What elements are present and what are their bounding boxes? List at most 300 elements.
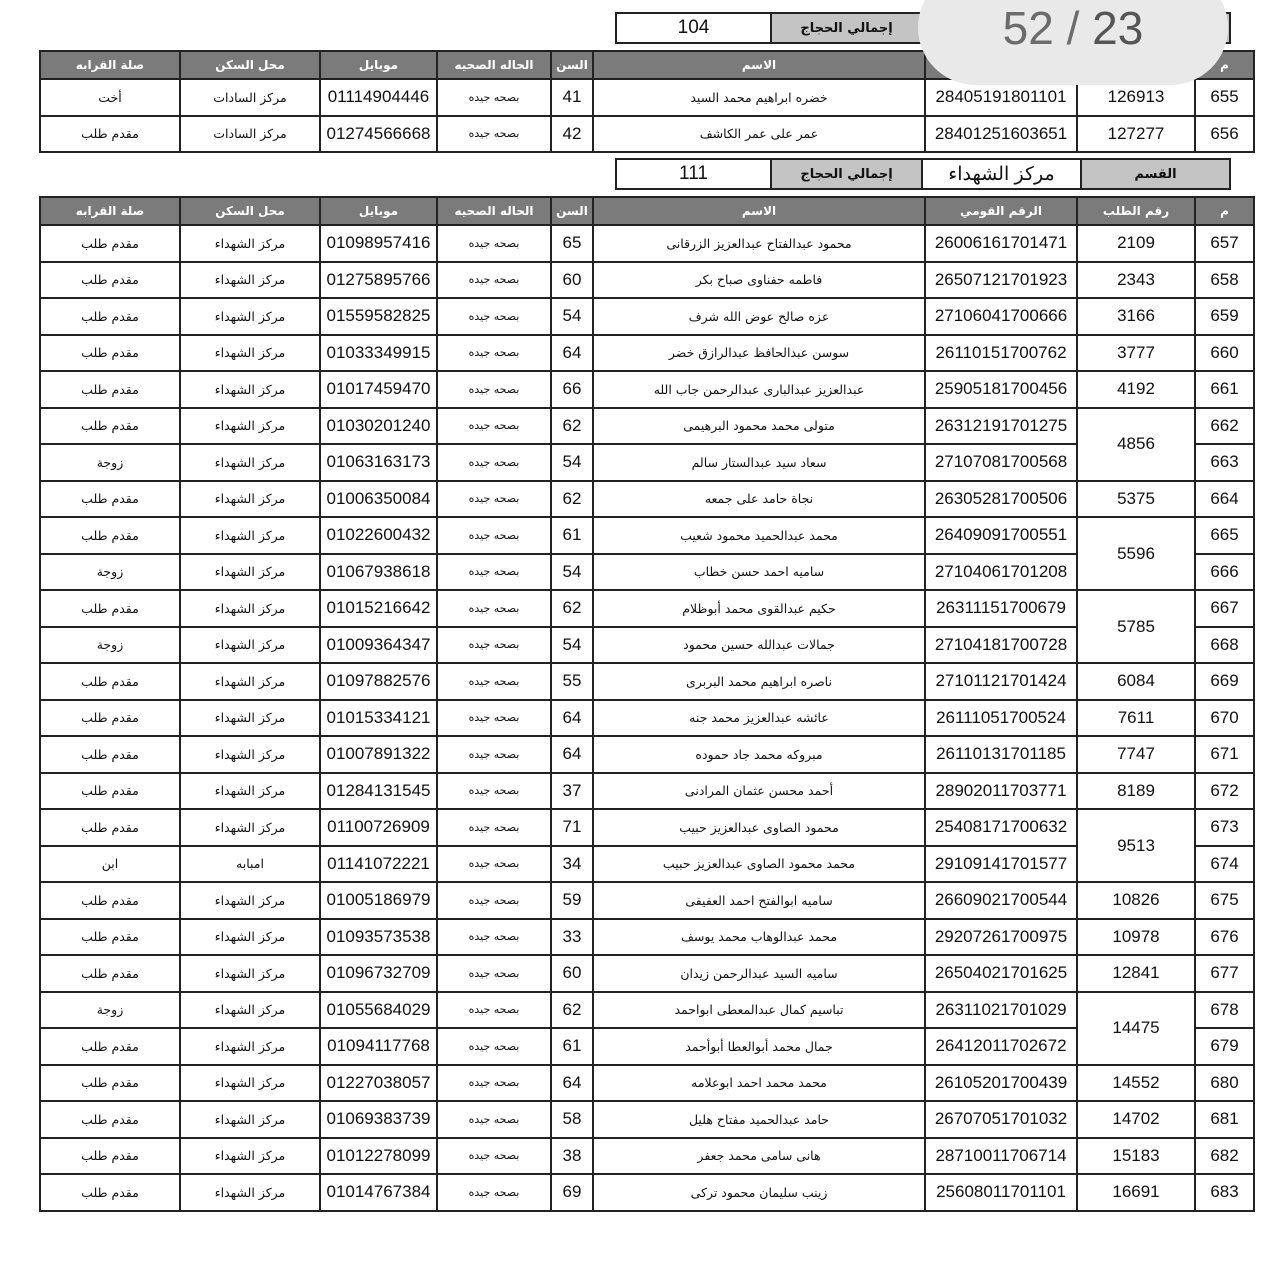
health-status-cell: بصحه جيده xyxy=(437,882,551,919)
residence-cell: مركز الشهداء xyxy=(180,590,320,627)
national-id-cell: 26707051701032 xyxy=(925,1101,1077,1138)
request-number-cell: 4856 xyxy=(1077,408,1195,481)
col-national-id-header: الرقم القومي xyxy=(925,197,1077,225)
age-cell: 54 xyxy=(551,444,593,481)
request-number-cell: 14475 xyxy=(1077,992,1195,1065)
request-number-cell: 3777 xyxy=(1077,335,1195,372)
row-index-cell: 658 xyxy=(1195,262,1254,299)
health-status-cell: بصحه جيده xyxy=(437,79,551,116)
residence-cell: مركز الشهداء xyxy=(180,1174,320,1211)
name-cell: ساميه ابوالفتح احمد العفيفى xyxy=(593,882,925,919)
request-number-cell: 4192 xyxy=(1077,371,1195,408)
name-cell: سعاد سيد عبدالستار سالم xyxy=(593,444,925,481)
residence-cell: مركز الشهداء xyxy=(180,919,320,956)
national-id-cell: 26412011702672 xyxy=(925,1028,1077,1065)
age-cell: 62 xyxy=(551,408,593,445)
row-index-cell: 678 xyxy=(1195,992,1254,1029)
age-cell: 37 xyxy=(551,773,593,810)
mobile-cell: 01227038057 xyxy=(320,1065,437,1102)
section1-body xyxy=(40,79,1254,152)
age-cell: 64 xyxy=(551,1065,593,1102)
mobile-cell: 01022600432 xyxy=(320,517,437,554)
col-mobile-header: موبايل xyxy=(320,51,437,79)
mobile-cell: 01005186979 xyxy=(320,882,437,919)
health-status-cell: بصحه جيده xyxy=(437,481,551,518)
section2-dept-value: مركز الشهداء xyxy=(921,160,1080,188)
section2-header-row xyxy=(40,197,1254,225)
name-cell: حكيم عبدالقوى محمد أبوظلام xyxy=(593,590,925,627)
section1-total-value: 104 xyxy=(617,14,770,42)
row-index-cell: 663 xyxy=(1195,444,1254,481)
age-cell: 54 xyxy=(551,554,593,591)
name-cell: عزه صالح عوض الله شرف xyxy=(593,298,925,335)
mobile-cell: 01559582825 xyxy=(320,298,437,335)
table-row xyxy=(40,663,1254,700)
name-cell: نجاة حامد على جمعه xyxy=(593,481,925,518)
residence-cell: امبابه xyxy=(180,846,320,883)
name-cell: محمد محمد احمد ابوعلامه xyxy=(593,1065,925,1102)
relation-cell: زوجة xyxy=(40,627,180,664)
national-id-cell: 26311021701029 xyxy=(925,992,1077,1029)
table-row xyxy=(40,1138,1254,1175)
national-id-cell: 26504021701625 xyxy=(925,955,1077,992)
row-index-cell: 677 xyxy=(1195,955,1254,992)
name-cell: زينب سليمان محمود تركى xyxy=(593,1174,925,1211)
table-row xyxy=(40,517,1254,554)
residence-cell: مركز الشهداء xyxy=(180,955,320,992)
national-id-cell: 28710011706714 xyxy=(925,1138,1077,1175)
age-cell: 64 xyxy=(551,700,593,737)
relation-cell: مقدم طلب xyxy=(40,408,180,445)
section2-total-value: 111 xyxy=(617,160,770,188)
table-row xyxy=(40,1101,1254,1138)
national-id-cell: 25608011701101 xyxy=(925,1174,1077,1211)
mobile-cell: 01114904446 xyxy=(320,79,437,116)
col-residence-header: محل السكن xyxy=(180,197,320,225)
age-cell: 65 xyxy=(551,225,593,262)
national-id-cell: 25408171700632 xyxy=(925,809,1077,846)
age-cell: 62 xyxy=(551,590,593,627)
residence-cell: مركز الشهداء xyxy=(180,809,320,846)
residence-cell: مركز الشهداء xyxy=(180,1101,320,1138)
national-id-cell: 26409091700551 xyxy=(925,517,1077,554)
table-row xyxy=(40,919,1254,956)
table-row xyxy=(40,773,1254,810)
residence-cell: مركز الشهداء xyxy=(180,1065,320,1102)
mobile-cell: 01017459470 xyxy=(320,371,437,408)
name-cell: جمالات عبدالله حسين محمود xyxy=(593,627,925,664)
mobile-cell: 01055684029 xyxy=(320,992,437,1029)
relation-cell: مقدم طلب xyxy=(40,700,180,737)
health-status-cell: بصحه جيده xyxy=(437,408,551,445)
relation-cell: مقدم طلب xyxy=(40,590,180,627)
relation-cell: مقدم طلب xyxy=(40,1138,180,1175)
row-index-cell: 662 xyxy=(1195,408,1254,445)
request-number-cell: 16691 xyxy=(1077,1174,1195,1211)
page-indicator xyxy=(918,0,1228,85)
section2-table xyxy=(39,196,1255,1212)
age-cell: 71 xyxy=(551,809,593,846)
request-number-cell: 127277 xyxy=(1077,116,1195,153)
age-cell: 69 xyxy=(551,1174,593,1211)
name-cell: حامد عبدالحميد مفتاح هليل xyxy=(593,1101,925,1138)
residence-cell: مركز الشهداء xyxy=(180,1138,320,1175)
request-number-cell: 10826 xyxy=(1077,882,1195,919)
relation-cell: مقدم طلب xyxy=(40,773,180,810)
col-residence-header: محل السكن xyxy=(180,51,320,79)
age-cell: 59 xyxy=(551,882,593,919)
col-index-header: م xyxy=(1195,197,1254,225)
mobile-cell: 01093573538 xyxy=(320,919,437,956)
health-status-cell: بصحه جيده xyxy=(437,1101,551,1138)
residence-cell: مركز الشهداء xyxy=(180,371,320,408)
name-cell: ناصره ابراهيم محمد البربرى xyxy=(593,663,925,700)
request-number-cell: 7611 xyxy=(1077,700,1195,737)
mobile-cell: 01012278099 xyxy=(320,1138,437,1175)
mobile-cell: 01274566668 xyxy=(320,116,437,153)
national-id-cell: 26006161701471 xyxy=(925,225,1077,262)
row-index-cell: 673 xyxy=(1195,809,1254,846)
row-index-cell: 679 xyxy=(1195,1028,1254,1065)
national-id-cell: 26110151700762 xyxy=(925,335,1077,372)
health-status-cell: بصحه جيده xyxy=(437,1138,551,1175)
mobile-cell: 01067938618 xyxy=(320,554,437,591)
relation-cell: مقدم طلب xyxy=(40,955,180,992)
residence-cell: مركز الشهداء xyxy=(180,663,320,700)
page-current: 23 xyxy=(1092,1,1144,54)
relation-cell: مقدم طلب xyxy=(40,1174,180,1211)
national-id-cell: 29109141701577 xyxy=(925,846,1077,883)
mobile-cell: 01015334121 xyxy=(320,700,437,737)
national-id-cell: 27106041700666 xyxy=(925,298,1077,335)
relation-cell: مقدم طلب xyxy=(40,517,180,554)
mobile-cell: 01094117768 xyxy=(320,1028,437,1065)
request-number-cell: 3166 xyxy=(1077,298,1195,335)
name-cell: عمر على عمر الكاشف xyxy=(593,116,925,153)
page-total: 52 xyxy=(1002,1,1054,54)
table-row xyxy=(40,408,1254,445)
name-cell: محمد محمود الصاوى عبدالعزيز حبيب xyxy=(593,846,925,883)
name-cell: مبروكه محمد جاد حموده xyxy=(593,736,925,773)
name-cell: محمود عبدالفتاح عبدالعزيز الزرقانى xyxy=(593,225,925,262)
table-row xyxy=(40,736,1254,773)
age-cell: 61 xyxy=(551,1028,593,1065)
mobile-cell: 01007891322 xyxy=(320,736,437,773)
col-mobile-header: موبايل xyxy=(320,197,437,225)
age-cell: 60 xyxy=(551,262,593,299)
residence-cell: مركز الشهداء xyxy=(180,554,320,591)
residence-cell: مركز السادات xyxy=(180,116,320,153)
age-cell: 62 xyxy=(551,481,593,518)
health-status-cell: بصحه جيده xyxy=(437,444,551,481)
mobile-cell: 01100726909 xyxy=(320,809,437,846)
table-row xyxy=(40,298,1254,335)
national-id-cell: 27101121701424 xyxy=(925,663,1077,700)
row-index-cell: 675 xyxy=(1195,882,1254,919)
relation-cell: ابن xyxy=(40,846,180,883)
row-index-cell: 671 xyxy=(1195,736,1254,773)
mobile-cell: 01015216642 xyxy=(320,590,437,627)
section2-total-label: إجمالي الحجاج xyxy=(770,160,921,188)
national-id-cell: 26105201700439 xyxy=(925,1065,1077,1102)
health-status-cell: بصحه جيده xyxy=(437,298,551,335)
row-index-cell: 680 xyxy=(1195,1065,1254,1102)
request-number-cell: 8189 xyxy=(1077,773,1195,810)
health-status-cell: بصحه جيده xyxy=(437,1028,551,1065)
row-index-cell: 655 xyxy=(1195,79,1254,116)
health-status-cell: بصحه جيده xyxy=(437,371,551,408)
mobile-cell: 01033349915 xyxy=(320,335,437,372)
row-index-cell: 672 xyxy=(1195,773,1254,810)
table-row xyxy=(40,116,1254,153)
request-number-cell: 14552 xyxy=(1077,1065,1195,1102)
residence-cell: مركز الشهداء xyxy=(180,298,320,335)
name-cell: عبدالعزيز عبدالبارى عبدالرحمن جاب الله xyxy=(593,371,925,408)
request-number-cell: 9513 xyxy=(1077,809,1195,882)
table-row xyxy=(40,371,1254,408)
health-status-cell: بصحه جيده xyxy=(437,335,551,372)
relation-cell: مقدم طلب xyxy=(40,1065,180,1102)
mobile-cell: 01006350084 xyxy=(320,481,437,518)
name-cell: سوسن عبدالحافظ عبدالرازق خضر xyxy=(593,335,925,372)
relation-cell: مقدم طلب xyxy=(40,481,180,518)
request-number-cell: 15183 xyxy=(1077,1138,1195,1175)
table-row xyxy=(40,846,1254,883)
residence-cell: مركز الشهداء xyxy=(180,992,320,1029)
residence-cell: مركز الشهداء xyxy=(180,335,320,372)
name-cell: محمد عبدالحميد محمود شعيب xyxy=(593,517,925,554)
health-status-cell: بصحه جيده xyxy=(437,955,551,992)
residence-cell: مركز السادات xyxy=(180,79,320,116)
table-row xyxy=(40,882,1254,919)
national-id-cell: 29207261700975 xyxy=(925,919,1077,956)
name-cell: فاطمه حفناوى صباح بكر xyxy=(593,262,925,299)
relation-cell: مقدم طلب xyxy=(40,663,180,700)
relation-cell: مقدم طلب xyxy=(40,1028,180,1065)
name-cell: أحمد محسن عثمان المرادنى xyxy=(593,773,925,810)
health-status-cell: بصحه جيده xyxy=(437,663,551,700)
section2-dept-label: القسم xyxy=(1080,160,1229,188)
national-id-cell: 26110131701185 xyxy=(925,736,1077,773)
relation-cell: مقدم طلب xyxy=(40,116,180,153)
request-number-cell: 6084 xyxy=(1077,663,1195,700)
national-id-cell: 27104061701208 xyxy=(925,554,1077,591)
health-status-cell: بصحه جيده xyxy=(437,700,551,737)
table-row xyxy=(40,955,1254,992)
age-cell: 64 xyxy=(551,335,593,372)
relation-cell: مقدم طلب xyxy=(40,736,180,773)
mobile-cell: 01141072221 xyxy=(320,846,437,883)
age-cell: 54 xyxy=(551,298,593,335)
mobile-cell: 01096732709 xyxy=(320,955,437,992)
mobile-cell: 01030201240 xyxy=(320,408,437,445)
residence-cell: مركز الشهداء xyxy=(180,736,320,773)
name-cell: عائشه عبدالعزيز محمد جنه xyxy=(593,700,925,737)
row-index-cell: 667 xyxy=(1195,590,1254,627)
section2-body xyxy=(40,225,1254,1211)
row-index-cell: 676 xyxy=(1195,919,1254,956)
request-number-cell: 5785 xyxy=(1077,590,1195,663)
national-id-cell: 27107081700568 xyxy=(925,444,1077,481)
national-id-cell: 25905181700456 xyxy=(925,371,1077,408)
request-number-cell: 7747 xyxy=(1077,736,1195,773)
col-relation-header: صلة القرابه xyxy=(40,51,180,79)
national-id-cell: 26312191701275 xyxy=(925,408,1077,445)
health-status-cell: بصحه جيده xyxy=(437,225,551,262)
row-index-cell: 668 xyxy=(1195,627,1254,664)
relation-cell: زوجة xyxy=(40,444,180,481)
mobile-cell: 01014767384 xyxy=(320,1174,437,1211)
table-row xyxy=(40,554,1254,591)
row-index-cell: 682 xyxy=(1195,1138,1254,1175)
mobile-cell: 01009364347 xyxy=(320,627,437,664)
health-status-cell: بصحه جيده xyxy=(437,919,551,956)
col-index-header: م xyxy=(1195,51,1254,79)
national-id-cell: 26507121701923 xyxy=(925,262,1077,299)
national-id-cell: 28902011703771 xyxy=(925,773,1077,810)
row-index-cell: 681 xyxy=(1195,1101,1254,1138)
mobile-cell: 01097882576 xyxy=(320,663,437,700)
row-index-cell: 661 xyxy=(1195,371,1254,408)
name-cell: هانى سامى محمد جعفر xyxy=(593,1138,925,1175)
relation-cell: مقدم طلب xyxy=(40,1101,180,1138)
age-cell: 66 xyxy=(551,371,593,408)
name-cell: محمد عبدالوهاب محمد يوسف xyxy=(593,919,925,956)
table-row xyxy=(40,444,1254,481)
national-id-cell: 26609021700544 xyxy=(925,882,1077,919)
col-health-header: الحاله الصحيه xyxy=(437,197,551,225)
mobile-cell: 01284131545 xyxy=(320,773,437,810)
table-row xyxy=(40,1065,1254,1102)
age-cell: 38 xyxy=(551,1138,593,1175)
row-index-cell: 666 xyxy=(1195,554,1254,591)
relation-cell: مقدم طلب xyxy=(40,298,180,335)
request-number-cell: 14702 xyxy=(1077,1101,1195,1138)
section1-total-label: إجمالي الحجاج xyxy=(770,14,921,42)
relation-cell: زوجة xyxy=(40,554,180,591)
national-id-cell: 28405191801101 xyxy=(925,79,1077,116)
residence-cell: مركز الشهداء xyxy=(180,627,320,664)
age-cell: 64 xyxy=(551,736,593,773)
request-number-cell: 2343 xyxy=(1077,262,1195,299)
row-index-cell: 656 xyxy=(1195,116,1254,153)
col-age-header: السن xyxy=(551,197,593,225)
name-cell: ساميه احمد حسن خطاب xyxy=(593,554,925,591)
page-separator: / xyxy=(1053,1,1093,54)
age-cell: 55 xyxy=(551,663,593,700)
relation-cell: مقدم طلب xyxy=(40,919,180,956)
name-cell: جمال محمد أبوالعطا أبوأحمد xyxy=(593,1028,925,1065)
mobile-cell: 01063163173 xyxy=(320,444,437,481)
table-row xyxy=(40,1028,1254,1065)
age-cell: 61 xyxy=(551,517,593,554)
relation-cell: مقدم طلب xyxy=(40,371,180,408)
table-row xyxy=(40,590,1254,627)
row-index-cell: 674 xyxy=(1195,846,1254,883)
relation-cell: أخت xyxy=(40,79,180,116)
row-index-cell: 670 xyxy=(1195,700,1254,737)
health-status-cell: بصحه جيده xyxy=(437,590,551,627)
relation-cell: مقدم طلب xyxy=(40,335,180,372)
row-index-cell: 669 xyxy=(1195,663,1254,700)
request-number-cell: 126913 xyxy=(1077,79,1195,116)
residence-cell: مركز الشهداء xyxy=(180,773,320,810)
age-cell: 62 xyxy=(551,992,593,1029)
row-index-cell: 660 xyxy=(1195,335,1254,372)
col-request-header: رقم الطلب xyxy=(1077,197,1195,225)
residence-cell: مركز الشهداء xyxy=(180,225,320,262)
section2-summary xyxy=(615,158,1231,190)
national-id-cell: 26305281700506 xyxy=(925,481,1077,518)
health-status-cell: بصحه جيده xyxy=(437,992,551,1029)
relation-cell: مقدم طلب xyxy=(40,225,180,262)
residence-cell: مركز الشهداء xyxy=(180,408,320,445)
row-index-cell: 683 xyxy=(1195,1174,1254,1211)
table-row xyxy=(40,1174,1254,1211)
age-cell: 41 xyxy=(551,79,593,116)
name-cell: ساميه السيد عبدالرحمن زيدان xyxy=(593,955,925,992)
residence-cell: مركز الشهداء xyxy=(180,882,320,919)
mobile-cell: 01098957416 xyxy=(320,225,437,262)
table-row xyxy=(40,809,1254,846)
residence-cell: مركز الشهداء xyxy=(180,444,320,481)
health-status-cell: بصحه جيده xyxy=(437,1065,551,1102)
request-number-cell: 5596 xyxy=(1077,517,1195,590)
relation-cell: مقدم طلب xyxy=(40,882,180,919)
residence-cell: مركز الشهداء xyxy=(180,700,320,737)
table-row xyxy=(40,700,1254,737)
row-index-cell: 664 xyxy=(1195,481,1254,518)
row-index-cell: 657 xyxy=(1195,225,1254,262)
health-status-cell: بصحه جيده xyxy=(437,262,551,299)
residence-cell: مركز الشهداء xyxy=(180,517,320,554)
name-cell: خضره ابراهيم محمد السيد xyxy=(593,79,925,116)
table-row xyxy=(40,627,1254,664)
health-status-cell: بصحه جيده xyxy=(437,554,551,591)
name-cell: تباسيم كمال عبدالمعطى ابواحمد xyxy=(593,992,925,1029)
age-cell: 60 xyxy=(551,955,593,992)
health-status-cell: بصحه جيده xyxy=(437,116,551,153)
relation-cell: زوجة xyxy=(40,992,180,1029)
residence-cell: مركز الشهداء xyxy=(180,1028,320,1065)
mobile-cell: 01275895766 xyxy=(320,262,437,299)
name-cell: متولى محمد محمود البرهيمى xyxy=(593,408,925,445)
relation-cell: مقدم طلب xyxy=(40,262,180,299)
mobile-cell: 01069383739 xyxy=(320,1101,437,1138)
col-name-header: الاسم xyxy=(593,51,925,79)
col-age-header: السن xyxy=(551,51,593,79)
table-row xyxy=(40,481,1254,518)
col-relation-header: صلة القرابه xyxy=(40,197,180,225)
row-index-cell: 665 xyxy=(1195,517,1254,554)
age-cell: 33 xyxy=(551,919,593,956)
national-id-cell: 27104181700728 xyxy=(925,627,1077,664)
health-status-cell: بصحه جيده xyxy=(437,846,551,883)
residence-cell: مركز الشهداء xyxy=(180,262,320,299)
col-health-header: الحاله الصحيه xyxy=(437,51,551,79)
table-row xyxy=(40,992,1254,1029)
health-status-cell: بصحه جيده xyxy=(437,809,551,846)
national-id-cell: 28401251603651 xyxy=(925,116,1077,153)
table-row xyxy=(40,225,1254,262)
age-cell: 42 xyxy=(551,116,593,153)
national-id-cell: 26311151700679 xyxy=(925,590,1077,627)
request-number-cell: 12841 xyxy=(1077,955,1195,992)
health-status-cell: بصحه جيده xyxy=(437,627,551,664)
age-cell: 54 xyxy=(551,627,593,664)
table-row xyxy=(40,262,1254,299)
national-id-cell: 26111051700524 xyxy=(925,700,1077,737)
